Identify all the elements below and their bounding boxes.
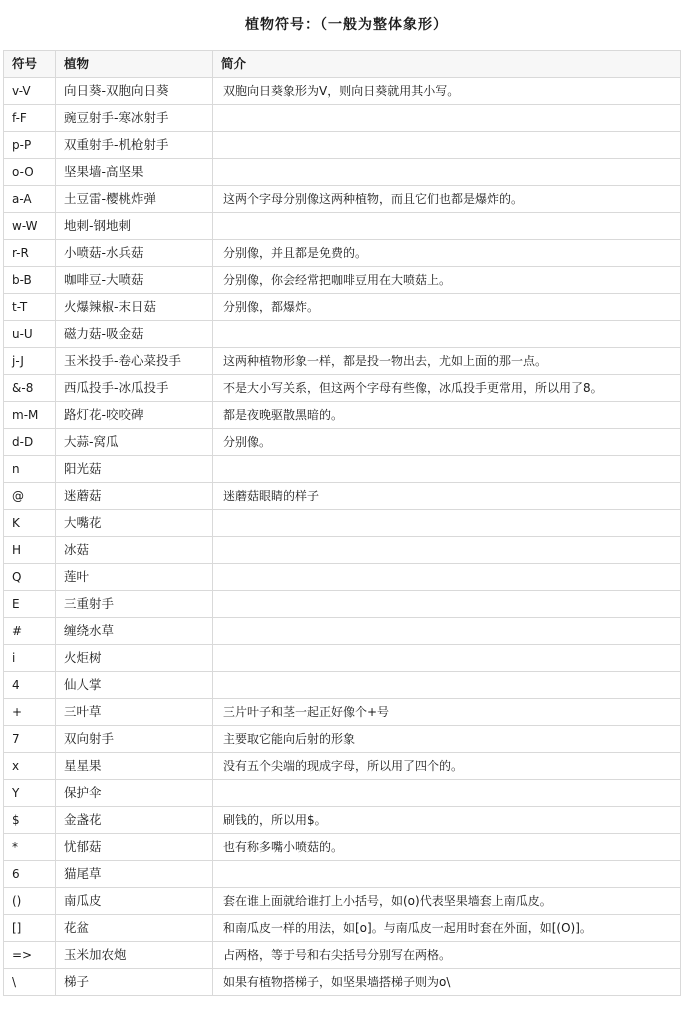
- note-cell: 占两格，等于号和右尖括号分别写在两格。: [213, 942, 681, 969]
- note-cell: 分别像，并且都是免费的。: [213, 240, 681, 267]
- note-cell: 不是大小写关系，但这两个字母有些像，冰瓜投手更常用，所以用了8。: [213, 375, 681, 402]
- symbol-cell: (): [4, 888, 56, 915]
- table-row: [4, 294, 681, 321]
- note-cell: 分别像。: [213, 429, 681, 456]
- note-cell: [213, 105, 681, 132]
- header-plant: 植物: [56, 51, 213, 78]
- plant-cell: 大蒜-窝瓜: [56, 429, 213, 456]
- note-cell: 也有称多嘴小喷菇的。: [213, 834, 681, 861]
- plant-cell: 忧郁菇: [56, 834, 213, 861]
- table-header-row: [4, 51, 681, 78]
- table-row: [4, 618, 681, 645]
- table-row: [4, 591, 681, 618]
- table-row: [4, 159, 681, 186]
- table-row: [4, 699, 681, 726]
- table-row: [4, 78, 681, 105]
- page-title: 植物符号：（一般为整体象形）: [245, 17, 448, 33]
- symbol-cell: o-O: [4, 159, 56, 186]
- table-row: [4, 375, 681, 402]
- note-cell: [213, 537, 681, 564]
- note-cell: [213, 672, 681, 699]
- symbol-cell: &-8: [4, 375, 56, 402]
- symbol-cell: @: [4, 483, 56, 510]
- symbol-cell: #: [4, 618, 56, 645]
- plant-cell: 三叶草: [56, 699, 213, 726]
- plant-cell: 火炬树: [56, 645, 213, 672]
- symbol-cell: =>: [4, 942, 56, 969]
- symbol-cell: a-A: [4, 186, 56, 213]
- note-cell: 分别像，你会经常把咖啡豆用在大喷菇上。: [213, 267, 681, 294]
- note-cell: 没有五个尖端的现成字母，所以用了四个的。: [213, 753, 681, 780]
- symbol-cell: 6: [4, 861, 56, 888]
- header-symbol: 符号: [4, 51, 56, 78]
- table-row: [4, 213, 681, 240]
- symbol-cell: 7: [4, 726, 56, 753]
- note-cell: 套在谁上面就给谁打上小括号，如(o)代表坚果墙套上南瓜皮。: [213, 888, 681, 915]
- note-cell: 如果有植物搭梯子，如坚果墙搭梯子则为o\: [213, 969, 681, 996]
- symbol-cell: f-F: [4, 105, 56, 132]
- note-cell: [213, 132, 681, 159]
- note-cell: [213, 618, 681, 645]
- symbol-cell: w-W: [4, 213, 56, 240]
- table-row: [4, 942, 681, 969]
- table-row: [4, 564, 681, 591]
- table-row: [4, 240, 681, 267]
- note-cell: [213, 645, 681, 672]
- symbol-cell: E: [4, 591, 56, 618]
- table-row: [4, 510, 681, 537]
- symbol-cell: []: [4, 915, 56, 942]
- table-row: [4, 105, 681, 132]
- symbol-cell: m-M: [4, 402, 56, 429]
- table-row: [4, 132, 681, 159]
- symbol-cell: b-B: [4, 267, 56, 294]
- table-row: [4, 267, 681, 294]
- plant-cell: 坚果墙-高坚果: [56, 159, 213, 186]
- table-row: [4, 780, 681, 807]
- plant-cell: 向日葵-双胞向日葵: [56, 78, 213, 105]
- table-row: [4, 969, 681, 996]
- plant-cell: 路灯花-咬咬碑: [56, 402, 213, 429]
- note-cell: [213, 321, 681, 348]
- table-row: [4, 726, 681, 753]
- plant-cell: 咖啡豆-大喷菇: [56, 267, 213, 294]
- symbol-cell: v-V: [4, 78, 56, 105]
- plant-cell: 迷蘑菇: [56, 483, 213, 510]
- plant-cell: 双向射手: [56, 726, 213, 753]
- table-body: [4, 78, 681, 996]
- plant-cell: 火爆辣椒-末日菇: [56, 294, 213, 321]
- note-cell: [213, 456, 681, 483]
- plant-cell: 莲叶: [56, 564, 213, 591]
- table-row: [4, 753, 681, 780]
- symbol-cell: \: [4, 969, 56, 996]
- note-cell: [213, 510, 681, 537]
- note-cell: 主要取它能向后射的形象: [213, 726, 681, 753]
- plant-cell: 冰菇: [56, 537, 213, 564]
- symbol-cell: r-R: [4, 240, 56, 267]
- table-row: [4, 483, 681, 510]
- symbol-cell: d-D: [4, 429, 56, 456]
- note-cell: [213, 861, 681, 888]
- table-row: [4, 834, 681, 861]
- table-row: [4, 672, 681, 699]
- symbol-cell: x: [4, 753, 56, 780]
- note-cell: 和南瓜皮一样的用法，如[o]。与南瓜皮一起用时套在外面，如[(O)]。: [213, 915, 681, 942]
- plant-cell: 保护伞: [56, 780, 213, 807]
- note-cell: [213, 591, 681, 618]
- table-row: [4, 537, 681, 564]
- table-row: [4, 429, 681, 456]
- symbol-cell: *: [4, 834, 56, 861]
- table-row: [4, 645, 681, 672]
- symbol-cell: Q: [4, 564, 56, 591]
- plant-cell: 仙人掌: [56, 672, 213, 699]
- symbol-cell: K: [4, 510, 56, 537]
- plant-cell: 花盆: [56, 915, 213, 942]
- note-cell: 这两个字母分别像这两种植物，而且它们也都是爆炸的。: [213, 186, 681, 213]
- table-row: [4, 321, 681, 348]
- symbol-cell: t-T: [4, 294, 56, 321]
- note-cell: 这两种植物形象一样，都是投一物出去，尤如上面的那一点。: [213, 348, 681, 375]
- plant-cell: 玉米加农炮: [56, 942, 213, 969]
- plant-cell: 阳光菇: [56, 456, 213, 483]
- table-row: [4, 348, 681, 375]
- symbol-cell: p-P: [4, 132, 56, 159]
- symbol-cell: n: [4, 456, 56, 483]
- plant-cell: 玉米投手-卷心菜投手: [56, 348, 213, 375]
- table-row: [4, 807, 681, 834]
- symbol-cell: $: [4, 807, 56, 834]
- note-cell: [213, 564, 681, 591]
- plant-cell: 三重射手: [56, 591, 213, 618]
- plant-cell: 西瓜投手-冰瓜投手: [56, 375, 213, 402]
- plant-cell: 金盏花: [56, 807, 213, 834]
- plant-symbol-table: [3, 50, 681, 996]
- plant-cell: 猫尾草: [56, 861, 213, 888]
- plant-cell: 磁力菇-吸金菇: [56, 321, 213, 348]
- note-cell: [213, 213, 681, 240]
- symbol-cell: 4: [4, 672, 56, 699]
- note-cell: 双胞向日葵象形为V，则向日葵就用其小写。: [213, 78, 681, 105]
- plant-cell: 梯子: [56, 969, 213, 996]
- table-row: [4, 186, 681, 213]
- symbol-cell: j-J: [4, 348, 56, 375]
- plant-cell: 南瓜皮: [56, 888, 213, 915]
- note-cell: 分别像，都爆炸。: [213, 294, 681, 321]
- plant-cell: 星星果: [56, 753, 213, 780]
- symbol-cell: H: [4, 537, 56, 564]
- table-row: [4, 915, 681, 942]
- note-cell: 都是夜晚驱散黑暗的。: [213, 402, 681, 429]
- table-row: [4, 456, 681, 483]
- header-note: 简介: [213, 51, 681, 78]
- plant-cell: 双重射手-机枪射手: [56, 132, 213, 159]
- plant-cell: 地刺-钢地刺: [56, 213, 213, 240]
- plant-cell: 土豆雷-樱桃炸弹: [56, 186, 213, 213]
- note-cell: 刷钱的，所以用$。: [213, 807, 681, 834]
- plant-cell: 豌豆射手-寒冰射手: [56, 105, 213, 132]
- plant-cell: 小喷菇-水兵菇: [56, 240, 213, 267]
- symbol-cell: Y: [4, 780, 56, 807]
- note-cell: [213, 159, 681, 186]
- table-row: [4, 402, 681, 429]
- note-cell: 迷蘑菇眼睛的样子: [213, 483, 681, 510]
- plant-cell: 缠绕水草: [56, 618, 213, 645]
- symbol-cell: u-U: [4, 321, 56, 348]
- note-cell: [213, 780, 681, 807]
- note-cell: 三片叶子和茎一起正好像个+号: [213, 699, 681, 726]
- table-row: [4, 888, 681, 915]
- symbol-cell: i: [4, 645, 56, 672]
- symbol-cell: +: [4, 699, 56, 726]
- table-row: [4, 861, 681, 888]
- plant-cell: 大嘴花: [56, 510, 213, 537]
